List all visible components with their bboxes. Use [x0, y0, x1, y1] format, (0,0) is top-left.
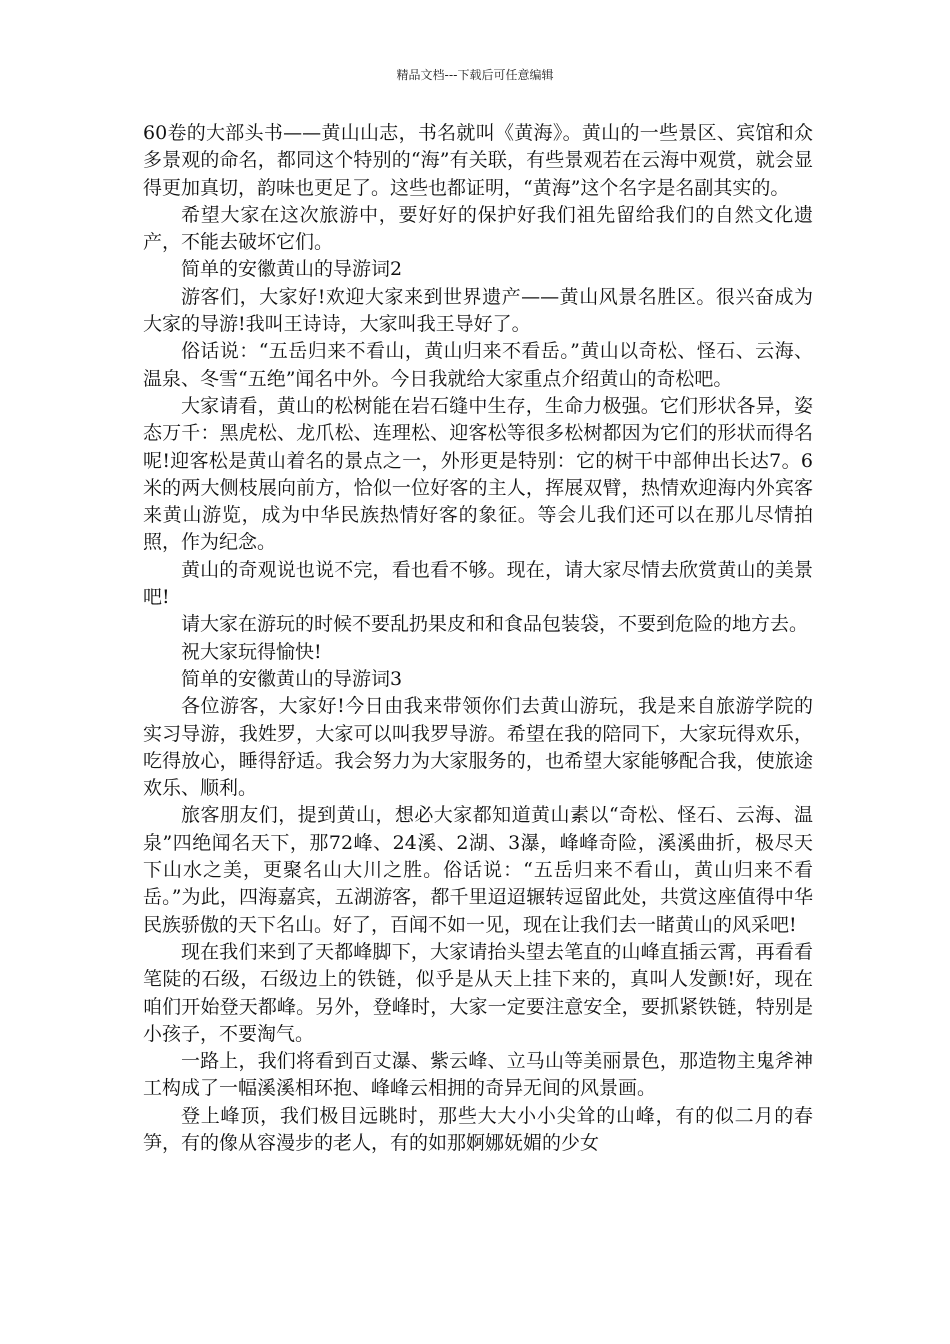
paragraph: 一路上，我们将看到百丈瀑、紫云峰、立马山等美丽景色，那造物主鬼斧神工构成了一幅溪溪相环抱、峰峰云相拥的奇异无间的风景画。: [143, 1050, 813, 1100]
paragraph: 请大家在游玩的时候不要乱扔果皮和和食品包装袋，不要到危险的地方去。: [181, 613, 809, 636]
section-heading: 简单的安徽黄山的导游词2: [181, 258, 403, 281]
paragraph: 黄山的奇观说也说不完，看也看不够。现在，请大家尽情去欣赏黄山的美景吧!: [143, 558, 813, 609]
paragraph: 现在我们来到了天都峰脚下，大家请抬头望去笔直的山峰直插云霄，再看看笔陡的石级，石级边上的铁链，似乎是从天上挂下来的，真叫人发颤!好，现在咱们开始登天都峰。另外，登峰时，大家一定要注意安全，要抓紧铁链，特别是小孩子，不要淘气。: [143, 940, 813, 1045]
paragraph: 登上峰顶，我们极目远眺时，那些大大小小尖耸的山峰，有的似二月的春笋，有的像从容漫步的老人，有的如那婀娜妩媚的少女: [143, 1104, 813, 1154]
page-header: 精品文档---下载后可任意编辑: [396, 68, 554, 82]
paragraph: 希望大家在这次旅游中，要好好的保护好我们祖先留给我们的自然文化遗产，不能去破坏它们。: [143, 203, 813, 254]
paragraph: 俗话说：“五岳归来不看山，黄山归来不看岳。”黄山以奇松、怪石、云海、温泉、冬雪“五绝”闻名中外。今日我就给大家重点介绍黄山的奇松吧。: [143, 340, 813, 390]
paragraph: 大家请看，黄山的松树能在岩石缝中生存，生命力极强。它们形状各异，姿态万千：黑虎松、龙爪松、连理松、迎客松等很多松树都因为它们的形状而得名呢!迎客松是黄山着名的景点之一，外形更是特别：它的树干中部伸出长达7。6米的两大侧枝展向前方，恰似一位好客的主人，挥展双臂，热情欢迎海内外宾客来黄山游览，成为中华民族热情好客的象征。等会儿我们还可以在那儿尽情拍照，作为纪念。: [143, 394, 813, 554]
paragraph: 旅客朋友们，提到黄山，想必大家都知道黄山素以“奇松、怪石、云海、温泉”四绝闻名天下，那72峰、24溪、2湖、3瀑，峰峰奇险，溪溪曲折，极尽天下山水之美，更聚名山大川之胜。俗话说：“五岳归来不看山，黄山归来不看岳。”为此，四海嘉宾，五湖游客，都千里迢迢辗转逗留此处，共赏这座值得中华民族骄傲的天下名山。好了，百闻不如一见，现在让我们去一睹黄山的风采吧!: [143, 804, 813, 936]
document-body: [143, 120, 813, 1157]
paragraph: 60卷的大部头书——黄山山志，书名就叫《黄海》。黄山的一些景区、宾馆和众多景观的命名，都同这个特别的“海”有关联，有些景观若在云海中观赏，就会显得更加真切，韵味也更足了。这些也都证明，“黄海”这个名字是名副其实的。: [143, 122, 813, 199]
paragraph: 祝大家玩得愉快!: [181, 640, 322, 663]
section-heading: 简单的安徽黄山的导游词3: [181, 667, 403, 690]
paragraph: 各位游客，大家好!今日由我来带领你们去黄山游玩，我是来自旅游学院的实习导游，我姓罗，大家可以叫我罗导游。希望在我的陪同下，大家玩得欢乐，吃得放心，睡得舒适。我会努力为大家服务的，也希望大家能够配合我，使旅途欢乐、顺利。: [143, 695, 813, 800]
paragraph: 游客们，大家好!欢迎大家来到世界遗产——黄山风景名胜区。很兴奋成为大家的导游!我叫王诗诗，大家叫我王导好了。: [143, 285, 813, 336]
